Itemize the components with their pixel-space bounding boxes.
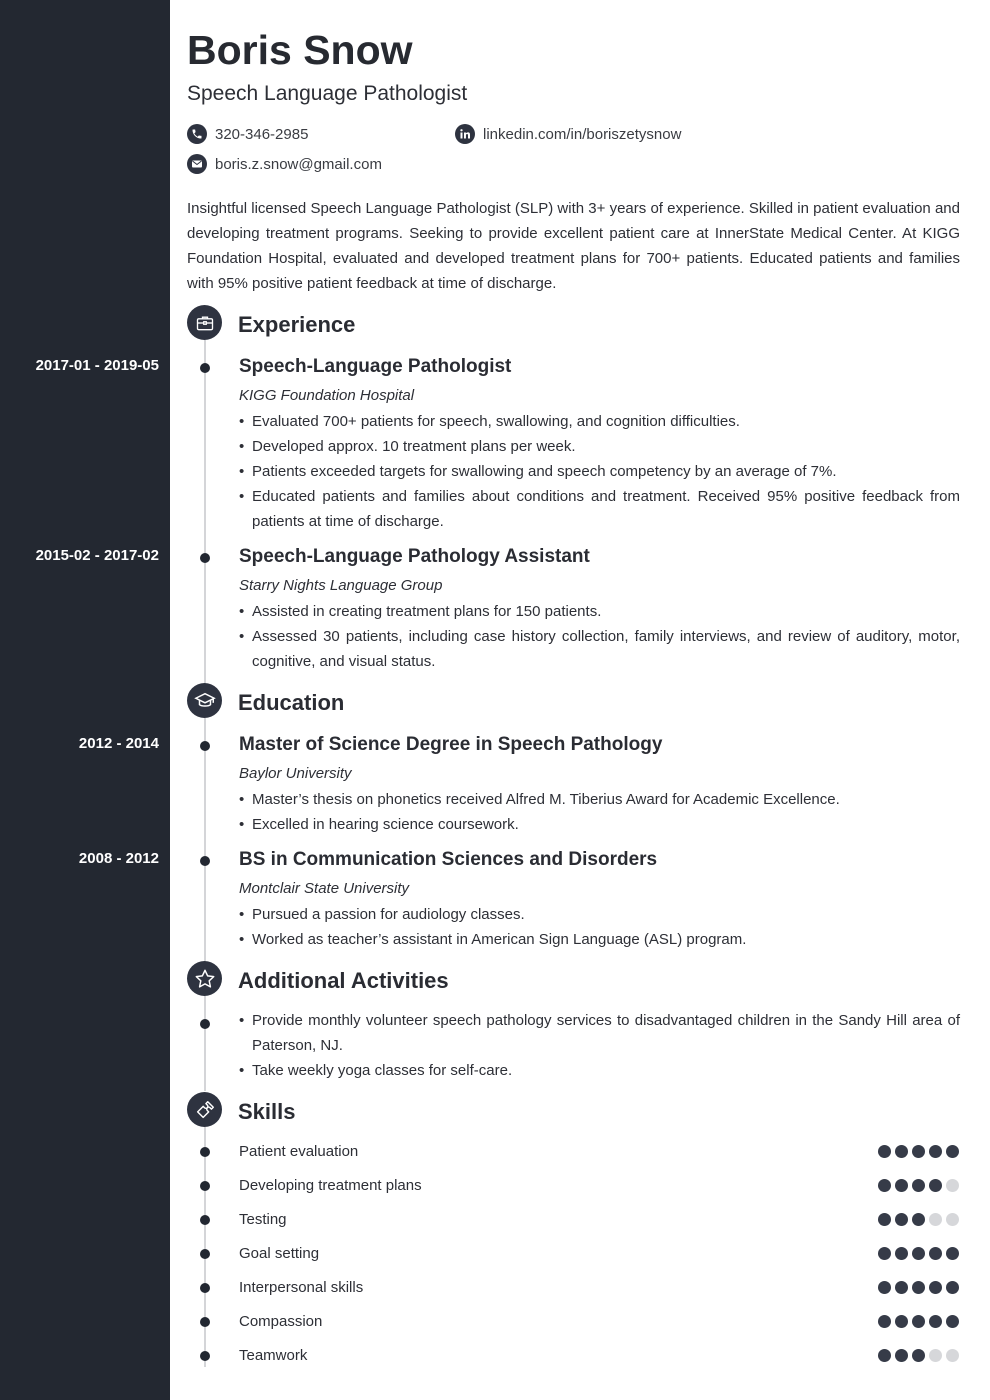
bullet-item: • Excelled in hearing science coursework.: [239, 812, 960, 837]
bullet-item: • Evaluated 700+ patients for speech, swallowing, and cognition difficulties.: [239, 409, 960, 434]
section-title-education: Education: [238, 690, 345, 715]
education-date: 2008 - 2012: [78, 850, 159, 867]
timeline-line-activities: [204, 996, 206, 1091]
experience-bullets: [239, 409, 960, 534]
timeline-dot: [200, 553, 210, 563]
rating-dot-filled: [878, 1315, 891, 1328]
rating-dot-filled: [946, 1145, 959, 1158]
skill-name: Patient evaluation: [239, 1143, 359, 1160]
timeline-dot: [200, 1147, 210, 1157]
experience-title: Speech-Language Pathology Assistant: [239, 546, 590, 567]
rating-dot-filled: [895, 1349, 908, 1362]
skill-rating: [878, 1179, 959, 1192]
experience-title: Speech-Language Pathologist: [239, 356, 512, 377]
bullet-item: • Educated patients and families about conditions and treatment. Received 95% positive feedback from patients at time of discharge.: [239, 484, 960, 534]
email-text[interactable]: boris.z.snow@gmail.com: [215, 155, 382, 173]
skill-name: Developing treatment plans: [239, 1177, 422, 1194]
experience-org: KIGG Foundation Hospital: [239, 387, 415, 404]
rating-dot-filled: [912, 1213, 925, 1226]
timeline-dot: [200, 1351, 210, 1361]
rating-dot-filled: [929, 1145, 942, 1158]
activities-bullets: [239, 1008, 960, 1083]
rating-dot-filled: [946, 1281, 959, 1294]
timeline-dot: [200, 1181, 210, 1191]
rating-dot-filled: [895, 1179, 908, 1192]
education-org: Baylor University: [239, 765, 352, 782]
skill-name: Interpersonal skills: [239, 1279, 364, 1296]
skill-name: Testing: [239, 1211, 287, 1228]
phone-icon: [187, 124, 207, 144]
bullet-item: • Take weekly yoga classes for self-care.: [239, 1058, 960, 1083]
graduation-cap-icon: [187, 683, 222, 718]
rating-dot-filled: [878, 1349, 891, 1362]
bullet-item: • Master’s thesis on phonetics received Alfred M. Tiberius Award for Academic Excellence.: [239, 787, 960, 812]
skill-name: Compassion: [239, 1313, 323, 1330]
rating-dot-filled: [929, 1315, 942, 1328]
section-title-skills: Skills: [238, 1099, 296, 1124]
skill-name: Goal setting: [239, 1245, 320, 1262]
rating-dot-filled: [946, 1315, 959, 1328]
star-icon: [187, 961, 222, 996]
contact-phone: [187, 123, 308, 145]
rating-dot-filled: [929, 1179, 942, 1192]
rating-dot-filled: [878, 1281, 891, 1294]
rating-dot-filled: [878, 1213, 891, 1226]
rating-dot-filled: [912, 1179, 925, 1192]
bullet-item: • Developed approx. 10 treatment plans per week.: [239, 434, 960, 459]
rating-dot-filled: [912, 1315, 925, 1328]
puzzle-icon: [187, 1092, 222, 1127]
bullet-item: • Assisted in creating treatment plans for 150 patients.: [239, 599, 960, 624]
rating-dot-empty: [946, 1349, 959, 1362]
rating-dot-filled: [895, 1247, 908, 1260]
rating-dot-filled: [912, 1247, 925, 1260]
rating-dot-filled: [895, 1315, 908, 1328]
rating-dot-empty: [946, 1213, 959, 1226]
experience-org: Starry Nights Language Group: [239, 577, 443, 594]
education-bullets: [239, 902, 960, 952]
rating-dot-empty: [946, 1179, 959, 1192]
education-date: 2012 - 2014: [78, 735, 159, 752]
timeline-dot: [200, 1317, 210, 1327]
rating-dot-filled: [895, 1213, 908, 1226]
timeline-dot: [200, 856, 210, 866]
linkedin-text[interactable]: linkedin.com/in/boriszetysnow: [483, 125, 682, 143]
timeline-dot: [200, 363, 210, 373]
phone-text: 320-346-2985: [215, 125, 309, 143]
rating-dot-filled: [895, 1145, 908, 1158]
rating-dot-filled: [912, 1281, 925, 1294]
bullet-item: • Provide monthly volunteer speech pathology services to disadvantaged children in the Sandy Hill area of Paterson, NJ.: [239, 1008, 960, 1058]
bullet-item: • Worked as teacher’s assistant in American Sign Language (ASL) program.: [239, 927, 960, 952]
rating-dot-filled: [895, 1281, 908, 1294]
contact-linkedin[interactable]: [455, 123, 681, 145]
candidate-name: Boris Snow: [187, 27, 413, 73]
rating-dot-filled: [878, 1145, 891, 1158]
rating-dot-filled: [946, 1247, 959, 1260]
rating-dot-filled: [929, 1247, 942, 1260]
bullet-item: • Pursued a passion for audiology classes.: [239, 902, 960, 927]
summary: Insightful licensed Speech Language Pathologist (SLP) with 3+ years of experience. Skilled in patient evaluation and developing treatment programs. Seeking to provide excellent patient care at InnerState Medical Center. At KIGG Foundation Hospital, evaluated and developed treatment plans for 700+ patients. Educated patients and families with 95% positive patient feedback at time of discharge.: [187, 200, 960, 292]
job-headline: Speech Language Pathologist: [187, 82, 468, 105]
rating-dot-filled: [912, 1349, 925, 1362]
skill-rating: [878, 1281, 959, 1294]
rating-dot-filled: [929, 1281, 942, 1294]
sidebar: [0, 0, 170, 1400]
education-org: Montclair State University: [239, 880, 410, 897]
timeline-line-skills: [204, 1127, 206, 1367]
timeline-line-experience: [204, 340, 206, 685]
section-title-experience: Experience: [238, 312, 356, 337]
rating-dot-filled: [912, 1145, 925, 1158]
rating-dot-empty: [929, 1213, 942, 1226]
timeline-line-education: [204, 718, 206, 963]
experience-date: 2015-02 - 2017-02: [35, 547, 159, 564]
education-bullets: [239, 787, 960, 837]
timeline-dot: [200, 1019, 210, 1029]
bullet-item: • Patients exceeded targets for swallowing and speech competency by an average of 7%.: [239, 459, 960, 484]
contact-email[interactable]: [187, 153, 382, 175]
education-title: BS in Communication Sciences and Disorders: [239, 849, 658, 870]
skill-rating: [878, 1145, 959, 1158]
timeline-dot: [200, 1249, 210, 1259]
timeline-dot: [200, 1283, 210, 1293]
skill-name: Teamwork: [239, 1347, 308, 1364]
skill-rating: [878, 1315, 959, 1328]
experience-date: 2017-01 - 2019-05: [35, 357, 159, 374]
skill-rating: [878, 1213, 959, 1226]
education-title: Master of Science Degree in Speech Pathology: [239, 734, 663, 755]
rating-dot-filled: [878, 1179, 891, 1192]
skill-rating: [878, 1349, 959, 1362]
rating-dot-empty: [929, 1349, 942, 1362]
timeline-dot: [200, 741, 210, 751]
skill-rating: [878, 1247, 959, 1260]
rating-dot-filled: [878, 1247, 891, 1260]
timeline-dot: [200, 1215, 210, 1225]
linkedin-icon: [455, 124, 475, 144]
bullet-item: • Assessed 30 patients, including case history collection, family interviews, and review of auditory, motor, cognitive, and visual status.: [239, 624, 960, 674]
section-title-activities: Additional Activities: [238, 968, 449, 993]
briefcase-icon: [187, 305, 222, 340]
email-icon: [187, 154, 207, 174]
experience-bullets: [239, 599, 960, 674]
